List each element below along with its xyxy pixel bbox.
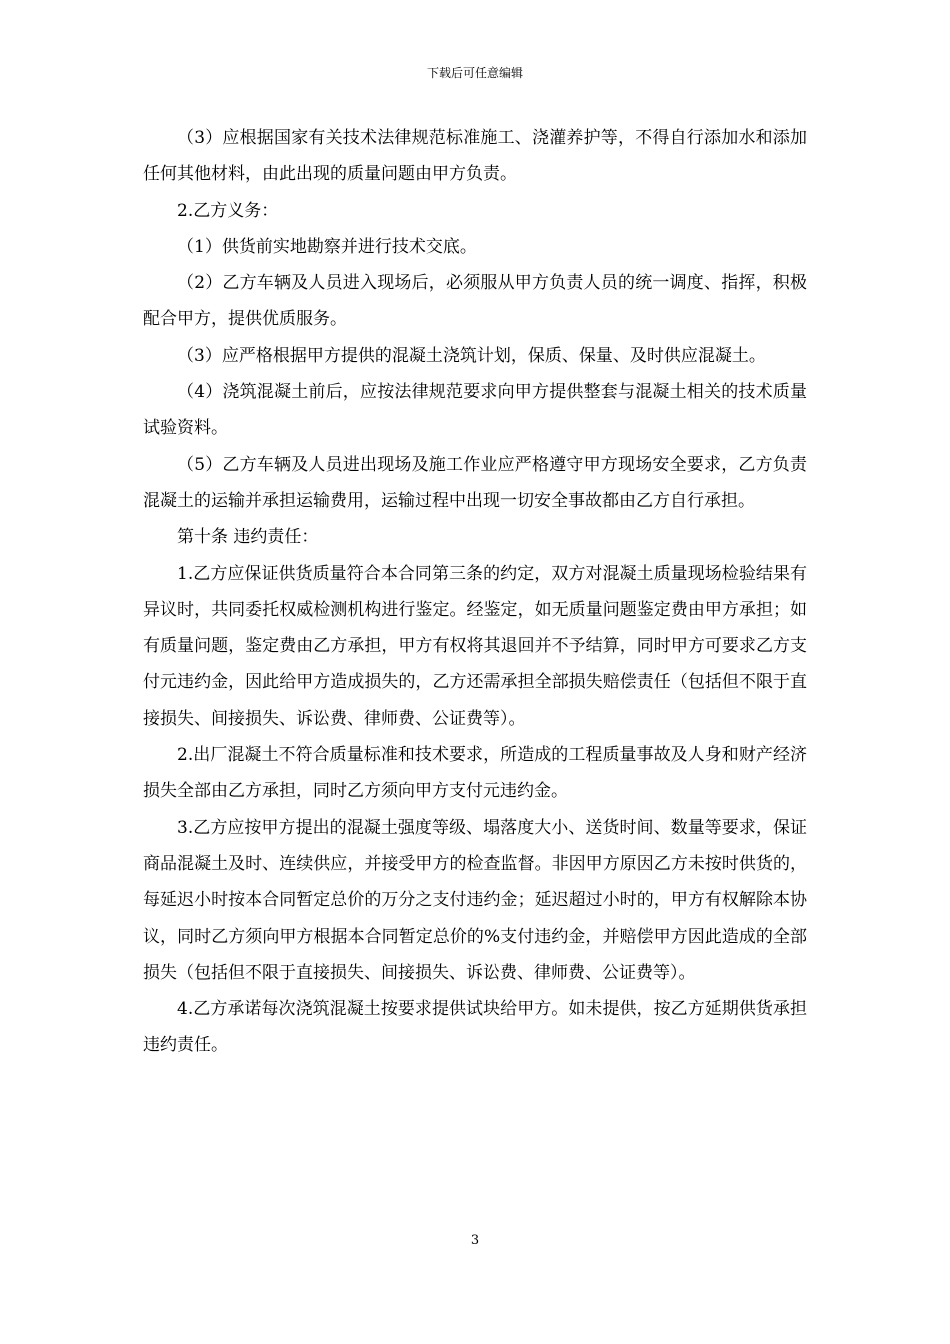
paragraph-liability-3: 3.乙方应按甲方提出的混凝土强度等级、塌落度大小、送货时间、数量等要求，保证商品混凝土及时、连续供应，并接受甲方的检查监督。非因甲方原因乙方未按时供货的，每延迟小时按本合同暂定总价的万分之支付违约金；延迟超过小时的，甲方有权解除本协议，同时乙方须向甲方根据本合同暂定总价的%支付违约金，并赔偿甲方因此造成的全部损失（包括但不限于直接损失、间接损失、诉讼费、律师费、公证费等）。 [143, 817, 807, 983]
paragraph-liability-4: 4.乙方承诺每次浇筑混凝土按要求提供试块给甲方。如未提供，按乙方延期供货承担违约责任。 [143, 999, 807, 1056]
paragraph-party-b-obligation-2: （2）乙方车辆及人员进入现场后，必须服从甲方负责人员的统一调度、指挥，积极配合甲方，提供优质服务。 [143, 273, 807, 330]
paragraph-liability-1: 1.乙方应保证供货质量符合本合同第三条的约定，双方对混凝土质量现场检验结果有异议时，共同委托权威检测机构进行鉴定。经鉴定，如无质量问题鉴定费由甲方承担；如有质量问题，鉴定费由乙方承担，甲方有权将其退回并不予结算，同时甲方可要求乙方支付元违约金，因此给甲方造成损失的，乙方还需承担全部损失赔偿责任（包括但不限于直接损失、间接损失、诉讼费、律师费、公证费等）。 [143, 563, 807, 729]
paragraph-liability-2: 2.出厂混凝土不符合质量标准和技术要求，所造成的工程质量事故及人身和财产经济损失全部由乙方承担，同时乙方须向甲方支付元违约金。 [143, 745, 807, 802]
paragraph-party-b-obligation-3: （3）应严格根据甲方提供的混凝土浇筑计划，保质、保量、及时供应混凝土。 [177, 345, 766, 366]
paragraph-party-b-obligation-4: （4）浇筑混凝土前后，应按法律规范要求向甲方提供整套与混凝土相关的技术质量试验资料。 [143, 382, 807, 439]
heading-article-10: 第十条 违约责任： [177, 527, 319, 548]
paragraph-party-a-obligation-3: （3）应根据国家有关技术法律规范标准施工、浇灌养护等，不得自行添加水和添加任何其他材料，由此出现的质量问题由甲方负责。 [143, 128, 807, 185]
page-header: 下载后可任意编辑 [426, 66, 523, 80]
document-body [143, 120, 807, 1064]
heading-party-b-obligations: 2.乙方义务： [177, 200, 279, 221]
paragraph-party-b-obligation-5: （5）乙方车辆及人员进出现场及施工作业应严格遵守甲方现场安全要求，乙方负责混凝土的运输并承担运输费用，运输过程中出现一切安全事故都由乙方自行承担。 [143, 454, 807, 511]
page-number: 3 [470, 1233, 480, 1248]
paragraph-party-b-obligation-1: （1）供货前实地勘察并进行技术交底。 [177, 236, 477, 257]
